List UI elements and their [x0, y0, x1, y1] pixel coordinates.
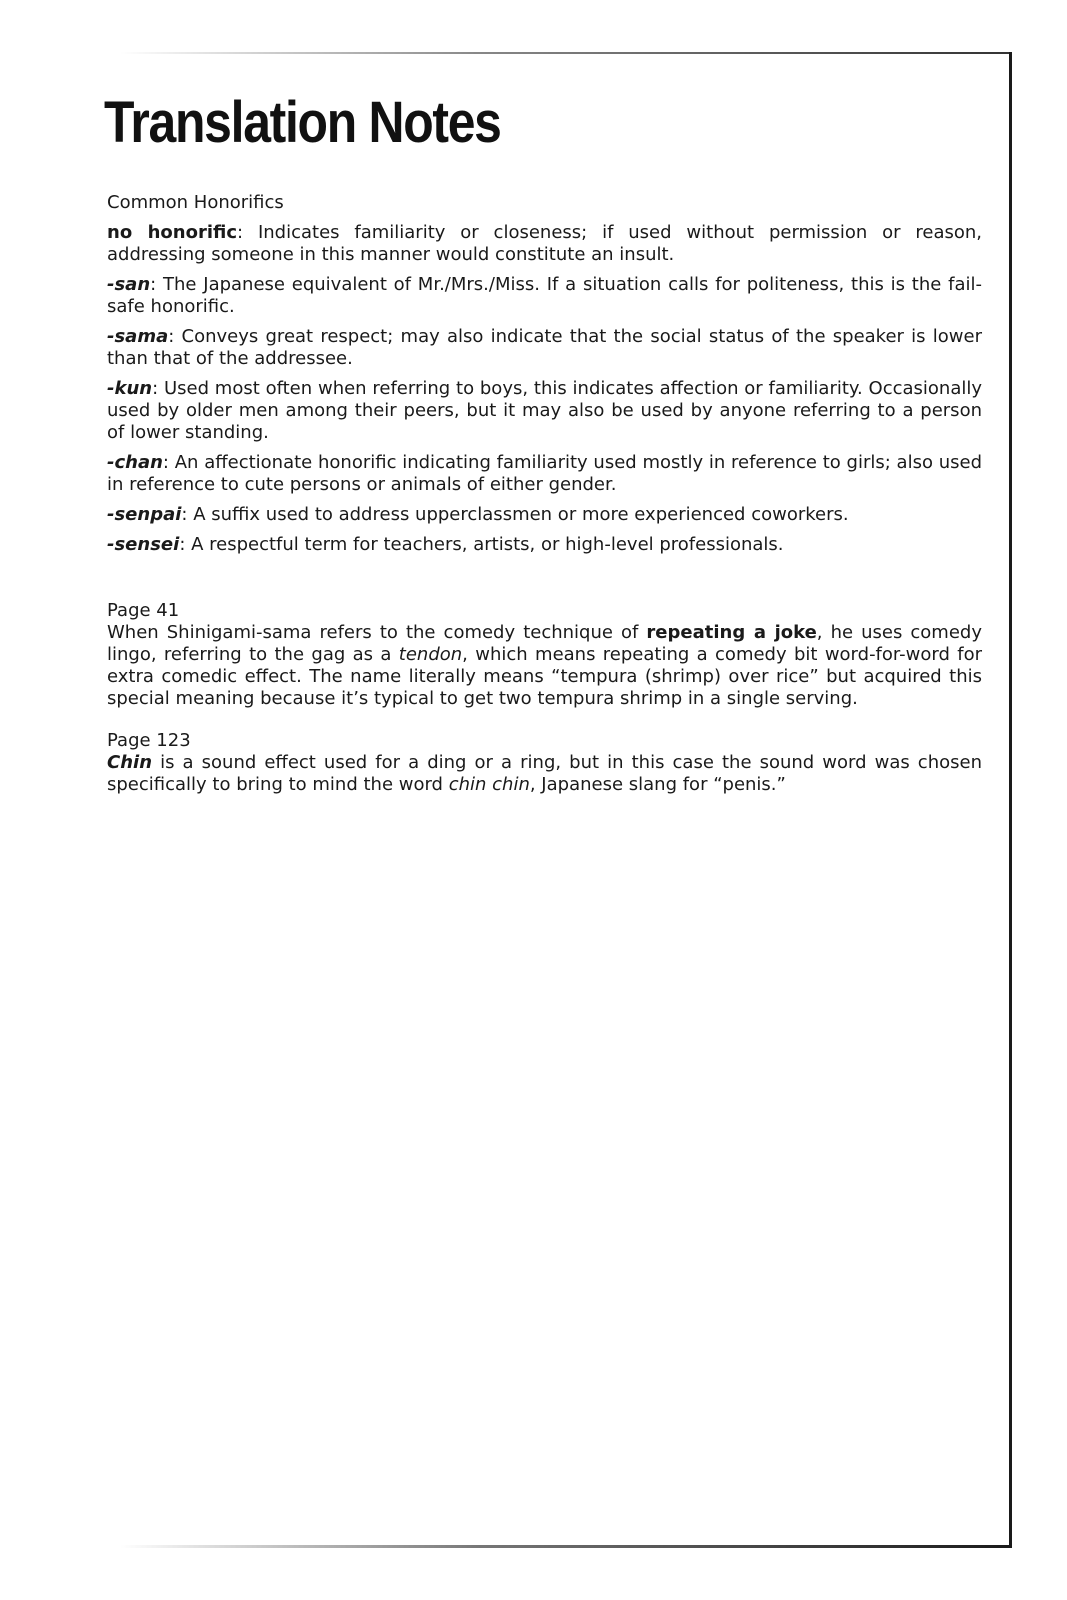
- honorific-definition: : Used most often when referring to boys, this indicates affection or familiarity. Occasionally used by older men among their peers, but it may also be used by anyone referring to a person of lower standing.: [107, 378, 982, 443]
- page-frame-bottom: [120, 1545, 1012, 1548]
- honorific-definition: : Conveys great respect; may also indicate that the social status of the speaker is lower than that of the addressee.: [107, 326, 982, 369]
- honorific-term: -sensei: [107, 534, 180, 555]
- honorifics-heading: Common Honorifics: [107, 192, 284, 213]
- honorific-term: no honorific: [107, 222, 238, 243]
- honorific-definition: : A respectful term for teachers, artists, or high-level professionals.: [179, 534, 784, 555]
- notes-content: [107, 192, 982, 796]
- honorific-entry-senpai: [107, 504, 982, 526]
- note-page-label: Page 41: [107, 600, 180, 621]
- honorific-term: -sama: [107, 326, 169, 347]
- honorific-definition: : An affectionate honorific indicating familiarity used mostly in reference to girls; also used in reference to cute persons or animals of either gender.: [107, 452, 982, 495]
- note-text-run: When Shinigami-sama refers to the comedy technique of: [107, 622, 647, 643]
- note-italic-term: chin chin: [448, 774, 530, 795]
- note-text: [107, 752, 982, 796]
- note-emphasis: repeating a joke: [646, 622, 817, 643]
- note-italic-term: tendon: [398, 644, 463, 665]
- page-frame-right: [1009, 52, 1012, 1548]
- note-text: [107, 622, 982, 710]
- note-text-run: , which means repeating a comedy bit word-for-word for extra comedic effect. The name literally means “tempura (shrimp) over rice” but acquired this special meaning because it’s typical to get two tempura shrimp in a single serving.: [107, 644, 983, 709]
- note-page-label: Page 123: [107, 730, 191, 751]
- note-emphasis: Chin: [107, 752, 153, 773]
- honorific-entry-sama: [107, 326, 982, 370]
- page-title: Translation Notes: [104, 90, 501, 155]
- honorific-entry-kun: [107, 378, 982, 444]
- page-note-41: [107, 600, 982, 710]
- note-text-run: , he uses comedy lingo, referring to the gag as a: [107, 622, 982, 665]
- honorific-entry-san: [107, 274, 982, 318]
- page-note-123: [107, 730, 982, 796]
- honorific-definition: : Indicates familiarity or closeness; if used without permission or reason, addressing someone in this manner would constitute an insult.: [107, 222, 982, 265]
- honorific-definition: : The Japanese equivalent of Mr./Mrs./Miss. If a situation calls for politeness, this is the fail-safe honorific.: [107, 274, 982, 317]
- honorific-term: -senpai: [107, 504, 182, 525]
- honorific-entry-chan: [107, 452, 982, 496]
- page-frame-top: [120, 52, 1011, 54]
- honorific-definition: : A suffix used to address upperclassmen or more experienced coworkers.: [181, 504, 849, 525]
- honorific-term: -kun: [107, 378, 153, 399]
- note-text-run: , Japanese slang for “penis.”: [529, 774, 786, 795]
- honorific-entry-sensei: [107, 534, 982, 556]
- note-text-run: is a sound effect used for a ding or a ring, but in this case the sound word was chosen specifically to bring to mind the word: [107, 752, 982, 795]
- honorific-entry-none: [107, 222, 982, 266]
- honorific-term: -san: [107, 274, 151, 295]
- honorific-term: -chan: [107, 452, 163, 473]
